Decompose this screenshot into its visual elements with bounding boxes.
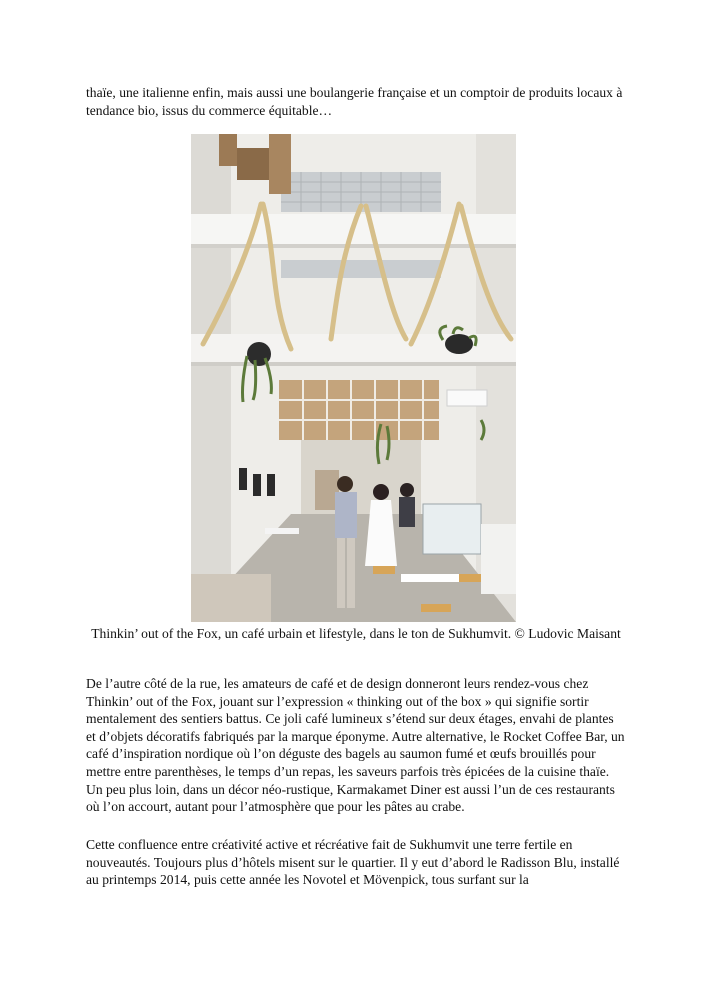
cafe-photo bbox=[191, 134, 516, 622]
photo-caption: Thinkin’ out of the Fox, un café urbain et lifestyle, dans le ton de Sukhumvit. © Ludovic Maisant bbox=[91, 626, 621, 641]
paragraph-third: Cette confluence entre créativité active et récréative fait de Sukhumvit une terre fertile en nouveautés. Toujours plus d’hôtels misent sur le quartier. Il y eut d’abord le Radisson Blu, installé au printemps 2014, puis cette année les Novotel et Mövenpick, tous surfant sur la bbox=[86, 837, 620, 888]
paragraph-top: thaïe, une italienne enfin, mais aussi une boulangerie française et un comptoir de produits locaux à tendance bio, issus du commerce équitable… bbox=[86, 85, 623, 118]
paragraph-second: De l’autre côté de la rue, les amateurs de café et de design donneront leurs rendez-vous chez Thinkin’ out of the Fox, jouant sur l’expression « thinking out of the box » qui signifie sortir mentalement des sentiers battus. Ce joli café lumineux s’étend sur deux étages, envahi de plantes et d’objets décoratifs fabriqués par la marque éponyme. Autre alternative, le Rocket Coffee Bar, un café d’inspiration nordique où l’on déguste des bagels au saumon fumé et œufs brouillés pour mettre entre parenthèses, le temps d’un repas, les saveurs parfois très épicées de la cuisine thaïe. Un peu plus loin, dans un décor néo-rustique, Karmakamet Diner est aussi l’un de ces restaurants où l’on accourt, autant pour l’atmosphère que pour les pâtes au crabe. bbox=[86, 676, 625, 815]
